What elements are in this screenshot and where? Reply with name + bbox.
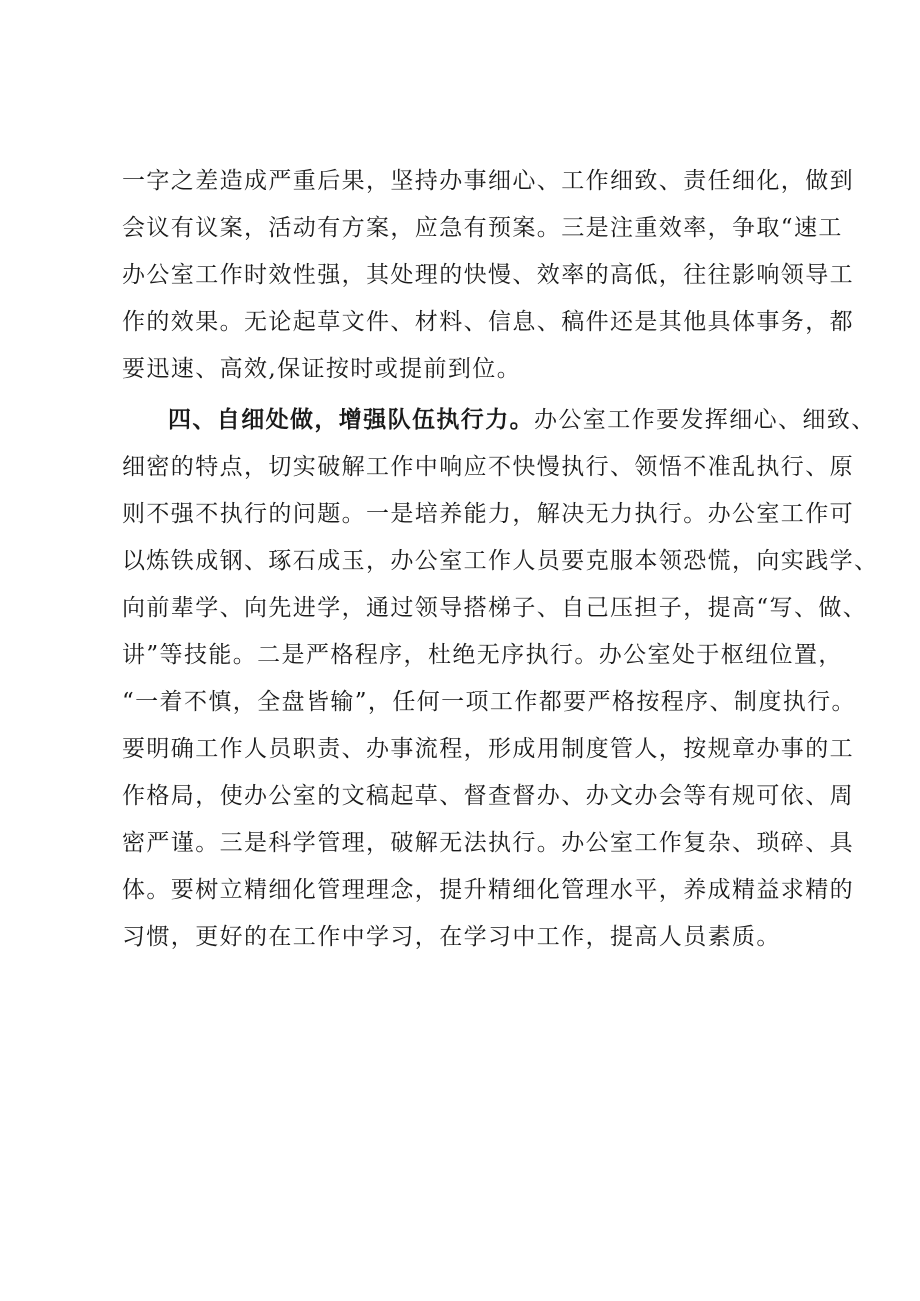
text-line: 作格局，使办公室的文稿起草、督查督办、办文办会等有规可依、周 <box>122 783 854 809</box>
text-line: 体。要树立精细化管理理念，提升精细化管理水平，养成精益求精的 <box>122 877 854 903</box>
paragraph-first-line <box>122 397 876 444</box>
text-line: 一字之差造成严重后果，坚持办事细心、工作细致、责任细化，做到 <box>122 168 854 194</box>
text-line: 要明确工作人员职责、办事流程，形成用制度管人，按规章办事的工 <box>122 736 854 762</box>
text-line: 向前辈学、向先进学，通过领导搭梯子、自己压担子，提高“写、做、 <box>122 595 868 621</box>
text-line: 以炼铁成钢、琢石成玉，办公室工作人员要克服本领恐慌，向实践学、 <box>122 548 879 574</box>
text-line: 作的效果。无论起草文件、材料、信息、稿件还是其他具体事务，都 <box>122 309 854 335</box>
text-line: 办公室工作时效性强，其处理的快慢、效率的高低，往往影响领导工 <box>122 262 854 288</box>
text-line: 密严谨。三是科学管理，破解无法执行。办公室工作复杂、琐碎、具 <box>122 830 854 856</box>
paragraph-efficiency <box>122 158 854 393</box>
text-line: 要迅速、高效,保证按时或提前到位。 <box>122 356 522 382</box>
text-line: 会议有议案，活动有方案，应急有预案。三是注重效率，争取“速工 <box>122 215 843 241</box>
text-line: 习惯，更好的在工作中学习，在学习中工作，提高人员素质。 <box>122 924 781 950</box>
paragraph-execution <box>122 397 879 961</box>
heading-line-text: 办公室工作要发挥细心、细致、 <box>534 407 876 433</box>
text-line: 讲”等技能。二是严格程序，杜绝无序执行。办公室处于枢纽位置， <box>122 642 843 668</box>
document-body <box>122 158 879 961</box>
text-line: “一着不慎，全盘皆输”，任何一项工作都要严格按程序、制度执行。 <box>122 689 856 715</box>
text-line: 则不强不执行的问题。一是培养能力，解决无力执行。办公室工作可 <box>122 501 854 527</box>
section-heading: 四、自细处做，增强队伍执行力。 <box>168 407 534 433</box>
text-line: 细密的特点，切实破解工作中响应不快慢执行、领悟不准乱执行、原 <box>122 454 854 480</box>
